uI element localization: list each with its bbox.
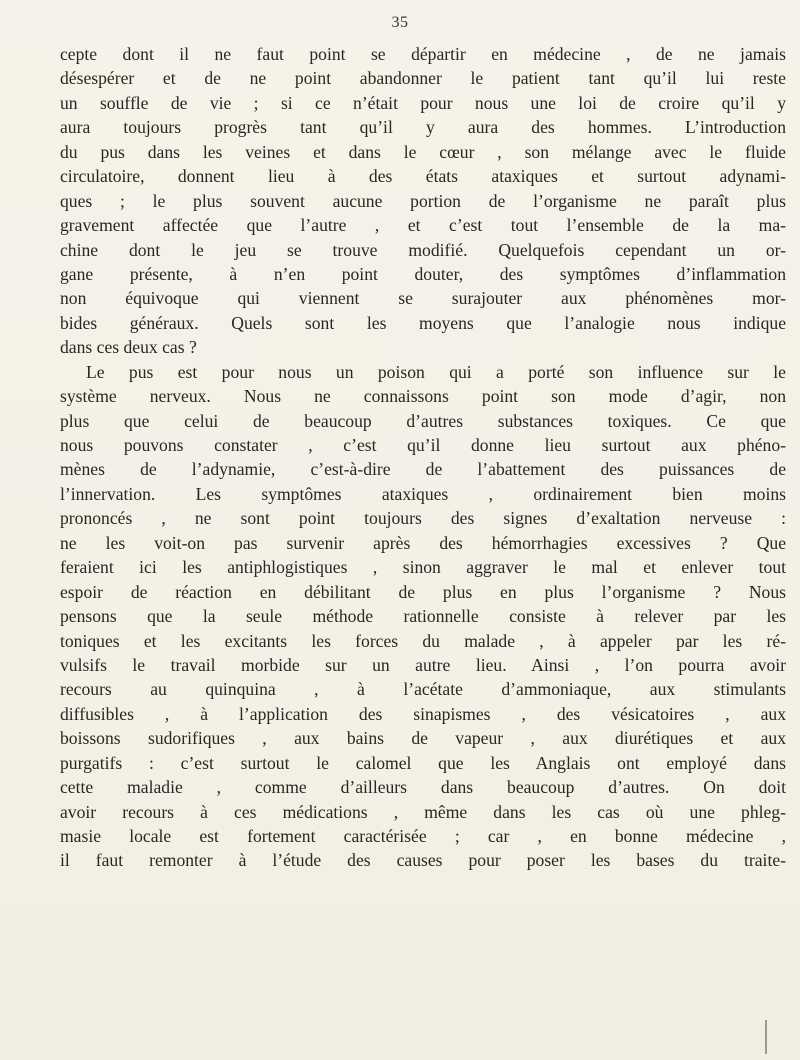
paragraph-end-line: dans ces deux cas ?: [60, 337, 197, 358]
text-line: feraient ici les antiphlogistiques , sinon aggraver le mal et enlever tout: [60, 557, 786, 578]
text-line: mènes de l’adynamie, c’est-à-dire de l’abattement des puissances de: [60, 459, 786, 480]
text-line: boissons sudorifiques , aux bains de vapeur , aux diurétiques et aux: [60, 728, 786, 749]
text-line: cepte dont il ne faut point se départir en médecine , de ne jamais: [60, 44, 786, 64]
text-line: diffusibles , à l’application des sinapismes , des vésicatoires , aux: [60, 703, 786, 724]
text-line: un souffle de vie ; si ce n’était pour nous une loi de croire qu’il y: [60, 92, 786, 113]
text-line: bides généraux. Quels sont les moyens que l’analogie nous indique: [60, 312, 786, 333]
text-line: toniques et les excitants les forces du malade , à appeler par les ré-: [60, 630, 786, 651]
page-edge-mark: [765, 1020, 767, 1054]
text-line: chine dont le jeu se trouve modifié. Quelquefois cependant un or-: [60, 239, 786, 260]
text-line: masie locale est fortement caractérisée ; car , en bonne médecine ,: [60, 826, 786, 846]
text-line: recours au quinquina , à l’acétate d’ammoniaque, aux stimulants: [60, 679, 786, 700]
text-line: désespérer et de ne point abandonner le patient tant qu’il lui reste: [60, 68, 786, 89]
text-line: l’innervation. Les symptômes ataxiques , ordinairement bien moins: [60, 483, 786, 504]
text-line: gane présente, à n’en point douter, des symptômes d’inflammation: [60, 263, 786, 284]
text-line: espoir de réaction en débilitant de plus en plus l’organisme ? Nous: [60, 581, 786, 602]
text-line: plus que celui de beaucoup d’autres substances toxiques. Ce que: [60, 410, 786, 431]
text-line: aura toujours progrès tant qu’il y aura des hommes. L’introduction: [60, 117, 786, 138]
text-line: système nerveux. Nous ne connaissons point son mode d’agir, non: [60, 386, 786, 407]
text-line: cette maladie , comme d’ailleurs dans beaucoup d’autres. On doit: [60, 777, 786, 798]
text-line: purgatifs : c’est surtout le calomel que les Anglais ont employé dans: [60, 752, 786, 773]
text-line: avoir recours à ces médications , même dans les cas où une phleg-: [60, 801, 786, 822]
text-line: du pus dans les veines et dans le cœur , son mélange avec le fluide: [60, 141, 786, 162]
text-line: nous pouvons constater , c’est qu’il donne lieu surtout aux phéno-: [60, 435, 786, 455]
text-line: ques ; le plus souvent aucune portion de l’organisme ne paraît plus: [60, 190, 786, 211]
page-number: 35: [391, 14, 409, 31]
text-line: pensons que la seule méthode rationnelle consiste à relever par les: [60, 606, 786, 627]
text-line: circulatoire, donnent lieu à des états ataxiques et surtout adynami-: [60, 166, 786, 187]
text-line: il faut remonter à l’étude des causes pour poser les bases du traite-: [60, 850, 786, 871]
text-line: gravement affectée que l’autre , et c’est tout l’ensemble de la ma-: [60, 215, 786, 236]
body-text: [60, 42, 786, 873]
text-line: non équivoque qui viennent se surajouter aux phénomènes mor-: [60, 288, 786, 309]
text-line: ne les voit-on pas survenir après des hémorrhagies excessives ? Que: [60, 532, 786, 553]
paragraph-first-line: Le pus est pour nous un poison qui a porté son influence sur le: [86, 361, 786, 382]
text-line: vulsifs le travail morbide sur un autre lieu. Ainsi , l’on pourra avoir: [60, 654, 786, 675]
text-line: prononcés , ne sont point toujours des signes d’exaltation nerveuse :: [60, 508, 786, 529]
